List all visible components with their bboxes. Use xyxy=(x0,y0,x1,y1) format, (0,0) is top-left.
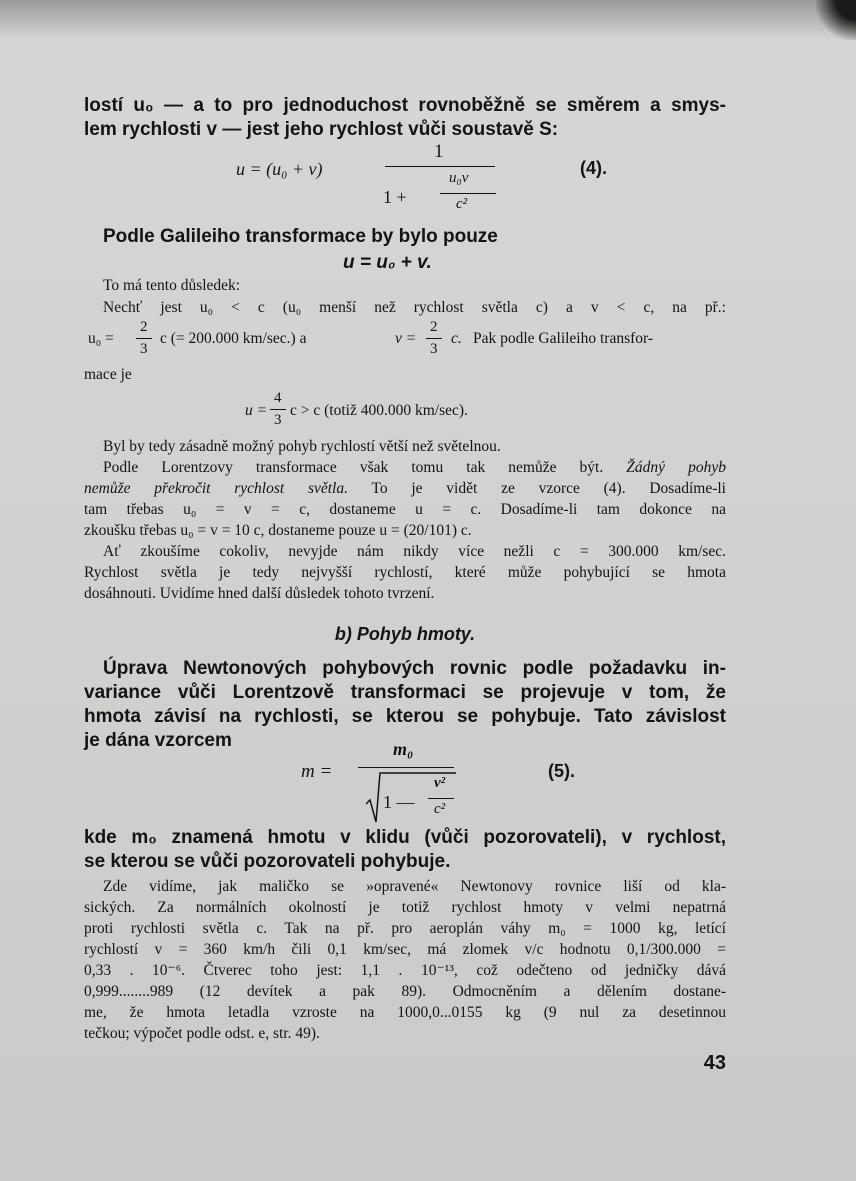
paragraph-9-line-2: sických. Za normálních okolností je totiž rychlost hmoty v velmi nepatrná xyxy=(84,899,726,916)
paragraph-5-line-4: tam třebas u₀ = v = c, dostaneme u = c. Dosadíme-li tam dokonce na xyxy=(84,501,726,518)
u-fraction-numerator: 4 xyxy=(274,390,282,406)
formula-4-numerator: 1 xyxy=(434,141,444,162)
v-fraction-numerator: 2 xyxy=(430,319,438,335)
formula-5-one-minus: 1 — xyxy=(383,792,415,812)
formula-5-tag: (5). xyxy=(548,761,575,781)
paragraph-5-line-5: zkoušku třebas u₀ = v = 10 c, dostaneme pouze u = (20/101) c. xyxy=(84,522,472,539)
paragraph-1-line-1: lostí u₀ — a to pro jednoduchost rovnoběžně se směrem a smys- xyxy=(84,95,726,116)
paragraph-3: To má tento důsledek: xyxy=(103,277,241,294)
paragraph-7-line-4: je dána vzorcem xyxy=(84,730,232,751)
page-number: 43 xyxy=(703,1052,726,1074)
paragraph-2: Podle Galileiho transformace by bylo pouze xyxy=(103,226,498,247)
v-rest: c. xyxy=(451,330,462,347)
formula-5-c-squared: c² xyxy=(434,801,446,817)
v-fraction-bar xyxy=(426,338,442,339)
formula-5-lhs: m = xyxy=(301,761,333,782)
u-rest: c > c (totiž 400.000 km/sec). xyxy=(290,402,468,419)
paragraph-9-line-1: Zde vidíme, jak maličko se »opravené« Newtonovy rovnice liší od kla- xyxy=(103,878,726,895)
paragraph-6-line-1: Ať zkoušíme cokoliv, nevyjde nám nikdy více nežli c = 300.000 km/sec. xyxy=(103,543,726,560)
paragraph-6-line-2: Rychlost světla je tedy nejvyšší rychlostí, které může pohybující se hmota xyxy=(84,564,726,581)
paragraph-9-line-5: 0,33 . 10⁻⁶. Čtverec toho jest: 1,1 . 10⁻¹³, což odečteno od jedničky dává xyxy=(84,962,726,979)
u-fraction-denominator: 3 xyxy=(274,412,282,428)
paragraph-9-line-8: tečkou; výpočet podle odst. e, str. 49). xyxy=(84,1025,320,1042)
paragraph-9-line-3: proti rychlosti světla c. Tak na př. pro aeroplán váhy m₀ = 1000 kg, letící xyxy=(84,920,726,937)
scan-top-shadow xyxy=(0,0,856,40)
u0-fraction-denominator: 3 xyxy=(140,341,148,357)
paragraph-5-line-3-text: To je vidět ze vzorce (4). Dosadíme-li xyxy=(371,480,726,497)
paragraph-4-end: mace je xyxy=(84,366,132,383)
formula-5-numerator: m₀ xyxy=(393,739,414,759)
formula-4-inner-numerator: u₀v xyxy=(449,170,469,186)
u0-fraction-bar xyxy=(136,338,152,339)
paragraph-9-line-6: 0,999........989 (12 devítek a pak 89). Odmocněním a dělením dostane- xyxy=(84,983,726,1000)
formula-5-inner-fraction-bar xyxy=(428,798,454,799)
u-fraction-bar xyxy=(270,409,286,410)
u-lhs: u = xyxy=(245,402,268,419)
paragraph-7-line-1: Úprava Newtonových pohybových rovnic podle požadavku in- xyxy=(103,658,726,679)
paragraph-5-line-3 xyxy=(84,478,726,500)
paragraph-5-emphasis-1: Žádný pohyb xyxy=(626,459,726,476)
formula-4-one-plus: 1 + xyxy=(383,187,407,207)
formula-4-tag: (4). xyxy=(580,158,607,178)
formula-5-main-fraction-bar xyxy=(358,767,454,768)
paragraph-5-line-2 xyxy=(103,457,726,479)
u0-rest: c (= 200.000 km/sec.) a xyxy=(160,330,307,347)
paragraph-4-pak: Pak podle Galileiho transfor- xyxy=(473,330,654,347)
paragraph-4-line-1: Nechť jest u₀ < c (u₀ menší než rychlost světla c) a v < c, na př.: xyxy=(103,299,726,316)
paragraph-8-line-1: kde m₀ znamená hmotu v klidu (vůči pozorovateli), v rychlost, xyxy=(84,827,726,848)
paragraph-5-emphasis-2: nemůže překročit rychlost světla. xyxy=(84,480,348,497)
paragraph-7-line-2: variance vůči Lorentzově transformaci se projevuje v tom, že xyxy=(84,682,726,703)
formula-4-lhs: u = (u₀ + v) xyxy=(236,159,323,179)
paragraph-7-line-3: hmota závisí na rychlosti, se kterou se pohybuje. Tato závislost xyxy=(84,706,726,727)
formula-4-inner-denominator: c² xyxy=(456,196,468,212)
section-heading: b) Pohyb hmoty. xyxy=(334,624,476,644)
u0-lhs: u₀ = xyxy=(88,330,114,347)
galilei-formula: u = u₀ + v. xyxy=(343,252,432,273)
paragraph-5-line-2-text: Podle Lorentzovy transformace však tomu tak nemůže být. xyxy=(103,459,604,476)
v-fraction-denominator: 3 xyxy=(430,341,438,357)
paragraph-9-line-7: me, že hmota letadla vzroste na 1000,0...0155 kg (9 nul za desetinnou xyxy=(84,1004,726,1021)
scan-corner-shadow xyxy=(816,0,856,40)
v-lhs: v = xyxy=(395,330,417,347)
formula-5-v-squared: v² xyxy=(434,775,446,791)
formula-4-inner-fraction-bar xyxy=(440,193,496,194)
paragraph-8-line-2: se kterou se vůči pozorovateli pohybuje. xyxy=(84,851,451,872)
paragraph-6-line-3: dosáhnouti. Uvidíme hned další důsledek tohoto tvrzení. xyxy=(84,585,435,602)
u0-fraction-numerator: 2 xyxy=(140,319,148,335)
paragraph-9-line-4: rychlostí v = 360 km/h čili 0,1 km/sec, má zlomek v/c hodnotu 0,1/300.000 = xyxy=(84,941,726,958)
formula-4-main-fraction-bar xyxy=(385,166,495,167)
paragraph-1-line-2: lem rychlosti v — jest jeho rychlost vůči soustavě S: xyxy=(84,119,559,140)
paragraph-5-line-1: Byl by tedy zásadně možný pohyb rychlostí větší než světelnou. xyxy=(103,438,501,455)
